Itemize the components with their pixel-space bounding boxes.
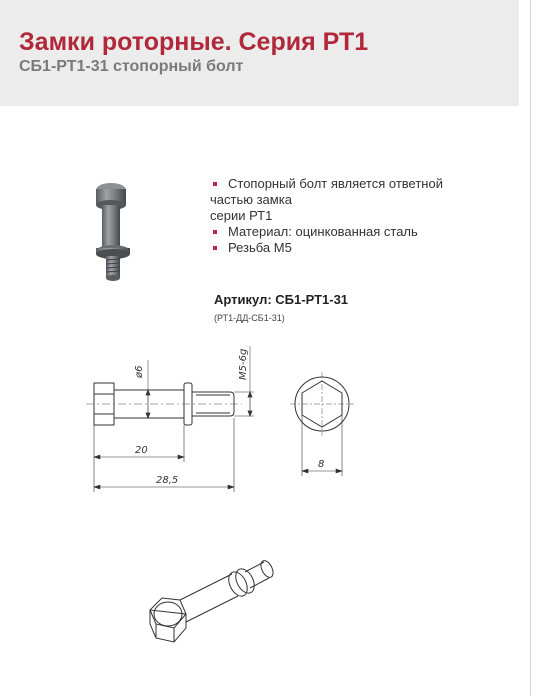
list-item: Материал: оцинкованная сталь <box>210 224 500 240</box>
header-band <box>0 0 519 106</box>
dimension-hex-size: 8 <box>318 459 325 470</box>
bullet-marker <box>213 182 217 186</box>
bullet-marker <box>213 230 217 234</box>
bolt-photo <box>88 178 148 286</box>
page-title: Замки роторные. Серия РТ1 <box>19 28 369 56</box>
feature-list <box>210 176 500 256</box>
bullet-marker <box>213 246 217 250</box>
list-item: Резьба М5 <box>210 240 500 256</box>
page-subtitle: СБ1-РТ1-31 стопорный болт <box>19 58 244 75</box>
article-number: Артикул: СБ1-РТ1-31 <box>214 292 349 307</box>
dimension-diameter: ø6 <box>134 365 145 378</box>
list-item: Стопорный болт является ответной <box>210 176 500 192</box>
list-item-continued: серии РТ1 <box>210 208 273 223</box>
isometric-drawing <box>140 548 280 660</box>
dimension-length: 20 <box>135 445 148 456</box>
dimension-total-length: 28,5 <box>156 475 179 486</box>
list-item-continued: частью замка <box>210 192 292 207</box>
page-border <box>530 0 531 696</box>
technical-drawing-side <box>80 340 280 500</box>
technical-drawing-end-view <box>290 368 360 480</box>
article-code: (РТ1-ДД-СБ1-31) <box>214 313 285 323</box>
dimension-thread: M5-6g <box>238 348 249 380</box>
